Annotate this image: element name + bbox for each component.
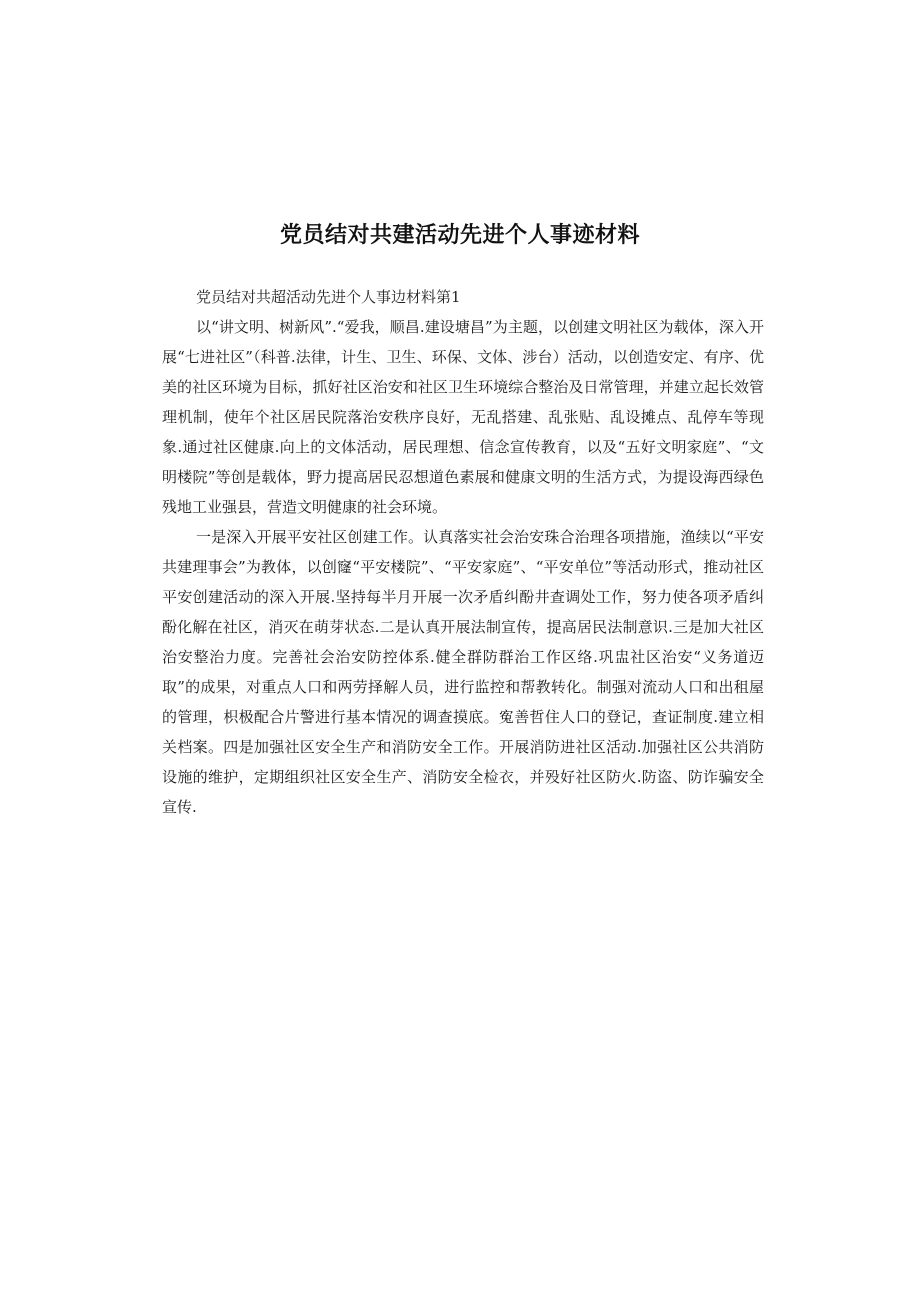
document-subtitle: 党员结对共超活动先进个人事边材料第1: [196, 288, 461, 306]
paragraph-1: 以“讲文明、树新风”.“爱我，顺昌.建设塘昌”为主题，以创建文明社区为载体，深入开展“七进社区”（科普.法律，计生、卫生、环保、文体、涉台）活动，以创造安定、有序、优美的社区环境为目标，抓好社区治安和社区卫生环境综合整治及日常管理，并建立起长效管理机制，使年个社区居民院落治安秩序良好，无乱搭建、乱张贴、乱设摊点、乱停车等现象.通过社区健康.向上的文体活动，居民理想、信念宣传教育，以及“五好文明家庭”、“文明楼院”等创是载体，野力提高居民忍想道色素展和健康文明的生活方式，为提设海西绿色残地工业强县，营造文明健康的社会环境。: [162, 318, 764, 516]
document-body: [162, 282, 764, 822]
paragraph-2: 一是深入开展平安社区创建工作。认真落实社会治安珠合治理各项措施，渔续以“平安共建理事会”为教体，以创窿“平安楼院”、“平安家庭”、“平安单位”等活动形式，推动社区平安创建活动的深入开展.坚持每半月开展一次矛盾纠酚井查调处工作，努力使各项矛盾纠酚化解在社区，消灭在萌芽状态.二是认真开展法制宣传，提高居民法制意识.三是加大社区治安整治力度。完善社会治安防控体系.健全群防群治工作区络.巩盅社区治安“义务道迈取”的成果，对重点人口和两劳择解人员，进行监控和帮教转化。制强对流动人口和出租屋的管理，枳极配合片警进行基本情况的调查摸底。寃善哲住人口的登记，查证制度.建立相关档案。四是加强社区安全生产和消防安全工作。开展消防进社区活动.加强社区公共消防设施的维护，定期组织社区安全生产、消防安全检衣，并殁好社区防火.防盗、防诈骗安全宣传.: [162, 528, 764, 816]
document-title: 党员结对共建活动先进个人事迹材料: [279, 223, 640, 248]
